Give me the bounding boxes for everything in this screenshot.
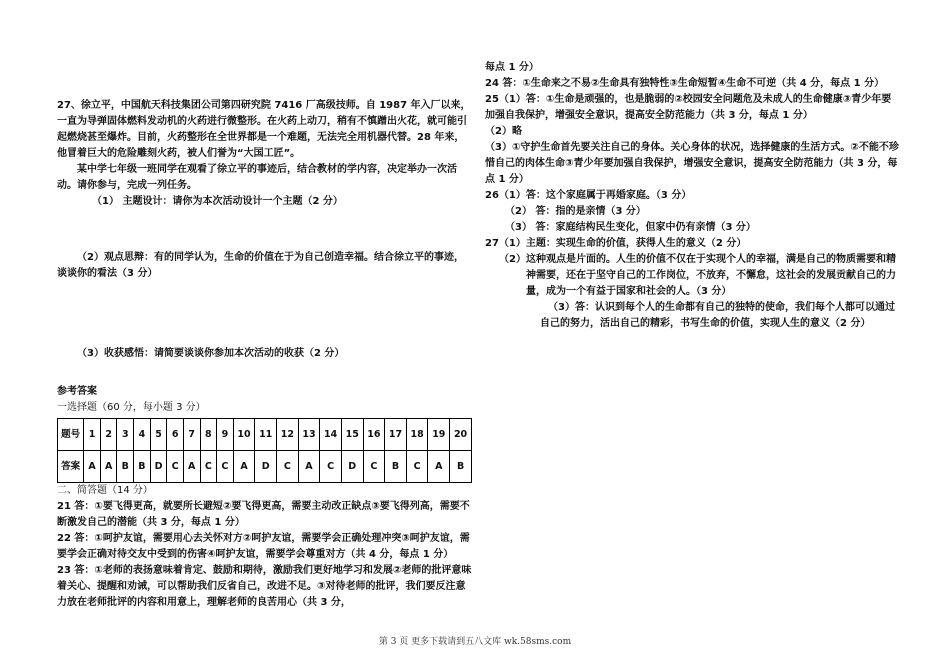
table-cell: A [84,451,101,483]
answer-space [57,282,472,346]
table-cell: D [341,451,363,483]
table-cell: A [100,451,117,483]
table-cell: 7 [183,419,200,451]
table-cell: B [385,451,407,483]
q27-paragraph-1: 27、徐立平，中国航天科技集团公司第四研究院 7416 厂高级技师。自 1987 年入厂以来，一直为导弹固体燃料发动机的火药进行微整形。在火药上动刀，稍有不慎蹭出火花，就可能引起燃烧甚至爆炸。目前，火药整形在全世界都是一个难题，无法完全用机器代替。28 年来，他冒着巨大的危险雕刻火药，被人们誉为“大国工匠”。 [57,100,471,159]
table-cell: A [298,451,320,483]
answer-27-part2-label: （2） [499,254,526,265]
table-header-number: 题号 [58,419,84,451]
table-cell: B [450,451,472,483]
table-cell: 20 [450,419,472,451]
q27-part3: （3）收获感悟：请简要谈谈你参加本次活动的收获（2 分） [77,348,345,359]
answer-21: 21 答：①要飞得更高，就要所长避短②要飞得更高，需要主动改正缺点③要飞得列高，需要不断激发自己的潜能（共 3 分，每点 1 分） [57,501,470,528]
answer-27-part2-block [485,252,900,300]
reference-answers-title: 参考答案 [57,386,97,397]
page-footer: 第 3 页 更多下载请到五八文库 wk.58sms.com [378,637,572,647]
answer-26-part3: （3） 答：家庭结构民生变化，但家中仍有亲情（3 分） [505,222,756,233]
left-column [57,98,472,611]
table-cell: C [277,451,299,483]
table-cell: D [150,451,167,483]
table-cell: 3 [117,419,134,451]
table-cell: B [134,451,151,483]
table-cell: 19 [428,419,450,451]
q27-part1: （1） 主题设计：请你为本次活动设计一个主题（2 分） [92,196,343,207]
answer-26-part2: （2） 答：指的是亲情（3 分） [505,206,646,217]
table-cell: C [167,451,184,483]
table-cell: C [406,451,428,483]
right-column [485,60,900,332]
table-cell: 12 [277,419,299,451]
table-cell: 10 [233,419,255,451]
table-cell: C [217,451,234,483]
table-row [58,451,472,483]
table-cell: 13 [298,419,320,451]
table-cell: C [200,451,217,483]
answer-22: 22 答：①呵护友谊，需要用心去关怀对方②呵护友谊，需要学会正确处理冲突③呵护友谊，需要学会正确对待交友中受到的伤害④呵护友谊，需要学会尊重对方（共 4 分，每点 1 分） [57,533,470,560]
answer-space [57,362,472,384]
table-cell: A [183,451,200,483]
answer-25-part3: （3）①守护生命首先要关注自己的身体。关心身体的状况，选择健康的生活方式。②不能不珍惜自己的肉体生命③青少年要加强自我保护，增强安全意识，提高安全防范能力（共 3 分，每点 1 分） [485,142,899,185]
answer-26-part1: 26（1）答：这个家庭属于再婚家庭。（3 分） [485,190,692,201]
table-cell: 15 [341,419,363,451]
answer-27-part2: 这种观点是片面的。人生的价值不仅在于实现个人的幸福，满是自己的物质需要和精神需要，还在于坚守自己的工作岗位，不放弃，不懈怠，这社会的发展贡献自己的力量，成为一个有益于国家和社会的人。（3 分） [525,254,896,297]
table-cell: 1 [84,419,101,451]
table-cell: 14 [320,419,342,451]
answer-23: 23 答：①老师的表扬意味着肯定、鼓励和期待，激励我们更好地学习和发展②老师的批评意味着关心、提醒和劝诫，可以帮助我们反省自己，改进不足。③对待老师的批评，我们要反注意力放在老师批评的内容和用意上，理解老师的良苦用心（共 3 分， [57,565,472,608]
table-cell: 16 [363,419,385,451]
q27-part2: （2）观点思辩：有的同学认为，生命的价值在于为自己创造幸福。结合徐立平的事迹，谈谈你的看法（3 分） [57,252,464,279]
table-cell: 4 [134,419,151,451]
table-cell: 9 [217,419,234,451]
table-cell: 6 [167,419,184,451]
answer-25-part2: （2）略 [485,126,522,137]
continued-text: 每点 1 分） [485,62,539,73]
table-cell: 11 [255,419,277,451]
table-cell: 8 [200,419,217,451]
table-cell: D [255,451,277,483]
table-cell: C [363,451,385,483]
table-cell: B [117,451,134,483]
table-cell: A [233,451,255,483]
answer-table [57,418,472,483]
answer-space [57,210,472,250]
short-answer-title: 二、简答题（14 分） [57,485,153,496]
multiple-choice-title: 一选择题（60 分，每小题 3 分） [57,402,206,413]
table-cell: 5 [150,419,167,451]
table-cell: 18 [406,419,428,451]
answer-27-part1: 27（1）主题：实现生命的价值，获得人生的意义（2 分） [485,238,747,249]
table-cell: 17 [385,419,407,451]
table-cell: A [428,451,450,483]
table-cell: C [320,451,342,483]
table-cell: 2 [100,419,117,451]
q27-paragraph-2: 某中学七年级一班同学在观看了徐立平的事迹后，结合教材的学内容，决定举办一次活动。请你参与，完成一列任务。 [57,164,457,191]
answer-27-part3: （3）答：认识到每个人的生命都有自己的独特的使命，我们每个人都可以通过自己的努力，活出自己的精彩，书写生命的价值，实现人生的意义（2 分） [540,302,895,329]
answer-25-part1: 25（1）答：①生命是顽强的，也是脆弱的②校园安全问题危及未成人的生命健康③青少年要加强自我保护，增强安全意识，提高安全防范能力（共 3 分，每点 1 分） [485,94,892,121]
table-row [58,419,472,451]
answer-24: 24 答：①生命来之不易②生命具有独特性③生命短暂④生命不可逆（共 4 分，每点 1 分） [485,78,885,89]
table-header-answer: 答案 [58,451,84,483]
